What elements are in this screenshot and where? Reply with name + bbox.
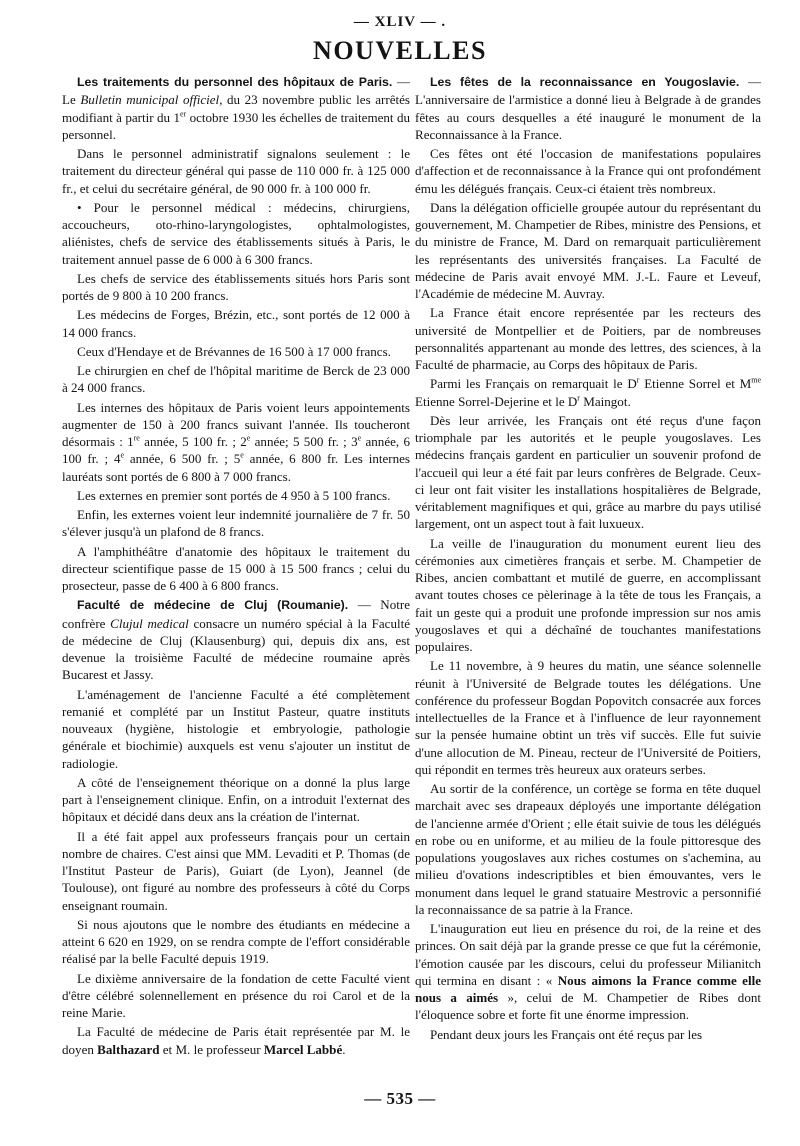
paragraph: Les externes en premier sont portés de 4 950 à 5 100 francs. bbox=[77, 487, 391, 503]
left-column bbox=[62, 73, 410, 1085]
right-column bbox=[415, 73, 761, 1085]
paragraph: Il a été fait appel aux professeurs français pour un certain nombre de chaires. C'est ainsi que MM. Levaditi et P. Thomas (de l'Institut Pasteur de Paris), Guiart (de Lyon), Jeannel (de Toulouse), ont figuré au nombre des professeurs à côté du Corps enseignant roumain. bbox=[62, 828, 410, 913]
paragraph: Ceux d'Hendaye et de Brévannes de 16 500 à 17 000 francs. bbox=[77, 343, 391, 359]
paragraph: L'aménagement de l'ancienne Faculté a été complètement remanié et complété par un Institut Pasteur, quatre instituts nouveaux (hygiène, histologie et embryologie, pathologie générale et biochimie) auxquels est venu s'ajouter un institut de radiologie. bbox=[62, 686, 410, 771]
paragraph: Si nous ajoutons que le nombre des étudiants en médecine a atteint 6 620 en 1929, on se rendra compte de l'effort considérable réalisé par la belle Faculté depuis 1919. bbox=[62, 916, 410, 967]
paragraph-inauguration: L'inauguration eut lieu en présence du roi, de la reine et des princes. On sait déjà par la grande presse ce que fut la cérémonie, l'émotion causée par les discours, celui du professeur Milianitch qui termina en disant : « Nous aimons la France comme elle nous a aimés », celui de M. Champetier de Ribes dont l'éloquence sobre et forte fit une énorme impression. bbox=[415, 921, 761, 1023]
paragraph: • Pour le personnel médical : médecins, chirurgiens, accoucheurs, oto-rhino-laryngologistes, ophtalmologistes, aliénistes, chefs de service des établissements situés à Paris, le traitement annuel passe de 6 000 à 6 300 francs. bbox=[62, 199, 410, 267]
paragraph: Le dixième anniversaire de la fondation de cette Faculté vient d'être célébré solennellement en présence du roi Carol et de la reine Marie. bbox=[62, 970, 410, 1020]
paragraph: Dans le personnel administratif signalons seulement : le traitement du directeur général qui passe de 110 000 fr. à 125 000 fr., et celui du secrétaire général, de 90 000 fr. à 100 000 fr. bbox=[62, 146, 410, 196]
paragraph: La France était encore représentée par les recteurs des université de Montpellier et de Poitiers, par de nombreuses personnalités appartenant au monde des lettres, des sciences, à la Faculté de pharmacie, au Corps des hôpitaux de Paris. bbox=[415, 305, 761, 372]
paragraph: A côté de l'enseignement théorique on a donné la plus large part à l'enseignement clinique. Enfin, on a introduit l'externat des hôpitaux et décidé dans deux ans la création de l'internat. bbox=[62, 774, 410, 825]
article-heading-cluj: Faculté de médecine de Cluj (Roumanie). bbox=[77, 598, 349, 613]
paragraph: Enfin, les externes voient leur indemnité journalière de 7 fr. 50 s'élever jusqu'à un plafond de 8 francs. bbox=[62, 507, 410, 540]
article-heading-traitements: Les traitements du personnel des hôpitaux de Paris. bbox=[77, 75, 393, 89]
paragraph-sorrel: Parmi les Français on remarquait le $D^r$ Etienne Sorrel et $M^{me}$ Etienne Sorrel-Dejerine et le $D^r$ Maingot. bbox=[415, 375, 761, 409]
paragraph: Le chirurgien en chef de l'hôpital maritime de Berck de 23 000 à 24 000 francs. bbox=[62, 363, 410, 396]
article-cluj-intro: Faculté de médecine de Cluj (Roumanie). — Notre confrère Clujul medical consacre un numéro spécial à la Faculté de médecine de Cluj (Klausenburg) qui, depuis dix ans, est devenue la troisième Faculté de médecine roumaine après Bucarest et Jassy. bbox=[62, 597, 410, 683]
paragraph: Dans la délégation officielle groupée autour du représentant du gouvernement, M. Champetier de Ribes, ministre des Pensions, et du ministre de France, M. Dard on remarquait particulièrement les représentants des universités françaises. La Faculté de médecine de Paris avait envoyé MM. J.-L. Faure et Leveuf, l'Académie de médecine M. Auvray. bbox=[415, 199, 761, 301]
paragraph: Le 11 novembre, à 9 heures du matin, une séance solennelle réunit à l'Université de Belgrade toutes les délégations. Une conférence du professeur Bogdan Popovitch consacrée aux forces intellectuelles de la France et à l'influence de leur rayonnement sur la pensée humaine obtint un très vif succès. Elle fut suivie d'une allocution de M. Pineau, recteur de l'Université de Poitiers, qui répondit en termes très heureux aux orateurs serbes. bbox=[415, 658, 761, 777]
page-number: — 535 — bbox=[364, 1089, 436, 1108]
paragraph: A l'amphithéâtre d'anatomie des hôpitaux le traitement du directeur scientifique passe de 15 000 à 15 500 francs ; celui du prosecteur, passe de 6 400 à 6 800 francs. bbox=[62, 543, 410, 593]
paragraph-representation: La Faculté de médecine de Paris était représentée par M. le doyen Balthazard et M. le professeur Marcel Labbé. bbox=[62, 1024, 410, 1057]
paragraph: Pendant deux jours les Français ont été reçus par les bbox=[430, 1026, 703, 1042]
paragraph: Ces fêtes ont été l'occasion de manifestations populaires d'affection et de reconnaissance à la France qui ont profondément ému les délégués français. Ceux-ci étaient très nombreux. bbox=[415, 146, 761, 196]
journal-title: Bulletin municipal officiel bbox=[80, 92, 220, 108]
article-traitements-intro: Les traitements du personnel des hôpitaux de Paris. — Le Bulletin municipal officiel, du 23 novembre public les arrêtés modifiant à partir du 1er octobre 1930 les échelles de traitement du personnel. bbox=[62, 74, 410, 142]
journal-title: Clujul medical bbox=[110, 615, 189, 631]
paragraph: Dès leur arrivée, les Français ont été reçus d'une façon triomphale par les autorités et le peuple yougoslaves. Les médecins français gardent en particulier un souvenir profond de l'accueil qui leur a été fait par leurs confrères de Belgrade. Ceux-ci leur ont fait visiter les installations hospitalières de Belgrade, véritablement magnifiques et qui, grâce au marbre du pays utilisé largement, ont un aspect tout à fait luxueux. bbox=[415, 412, 761, 532]
paragraph-internes: Les internes des hôpitaux de Paris voient leurs appointements augmenter de 150 à 200 francs suivant l'année. Ils toucheront désormais : 1re année, 5 100 fr. ; 2e année; 5 500 fr. ; 3e année, 6 100 fr. ; 4e année, 6 500 fr. ; 5e année, 6 800 fr. Les internes lauréats sont portés de 6 800 à 7 000 francs. bbox=[62, 399, 410, 484]
paragraph: Au sortir de la conférence, un cortège se forma en tête duquel marchait avec ses drapeaux déployés une importante délégation de l'ancienne armée d'Orient ; elle était suivie de tous les délégués en robe ou en uniforme, et au milieu de la foule pittoresque des populations yougoslaves aux riches costumes on s'achemina, au milieu d'ovations indescriptibles et bien émouvantes, vers le monument dans lequel le grand statuaire Mestrovic a personnifié la reconnaissance de sa patrie à la France. bbox=[415, 781, 761, 917]
section-folio: — XLIV — . bbox=[353, 14, 447, 30]
article-yougoslavie-intro: Les fêtes de la reconnaissance en Yougoslavie. — L'anniversaire de l'armistice a donné lieu à Belgrade à de grandes fêtes au cours desquelles a été inauguré le monument de la Reconnaissance à la France. bbox=[415, 74, 761, 142]
page-title: NOUVELLES bbox=[313, 36, 487, 65]
paragraph: La veille de l'inauguration du monument eurent lieu des cérémonies aux cimetières français et serbe. M. Champetier de Ribes, ancien combattant et mutilé de guerre, en accomplissant avant toutes choses ce pèlerinage à la tête de tous les Français, a fait un geste qui a produit une profonde impression sur nos amis yougoslaves et qui a déchaîné de touchantes manifestations populaires. bbox=[415, 535, 761, 654]
paragraph: Les médecins de Forges, Brézin, etc., sont portés de 12 000 à 14 000 francs. bbox=[62, 307, 410, 340]
article-heading-yougoslavie: Les fêtes de la reconnaissance en Yougoslavie. bbox=[430, 75, 740, 89]
paragraph: Les chefs de service des établissements situés hors Paris sont portés de 9 800 à 10 200 francs. bbox=[62, 270, 410, 303]
